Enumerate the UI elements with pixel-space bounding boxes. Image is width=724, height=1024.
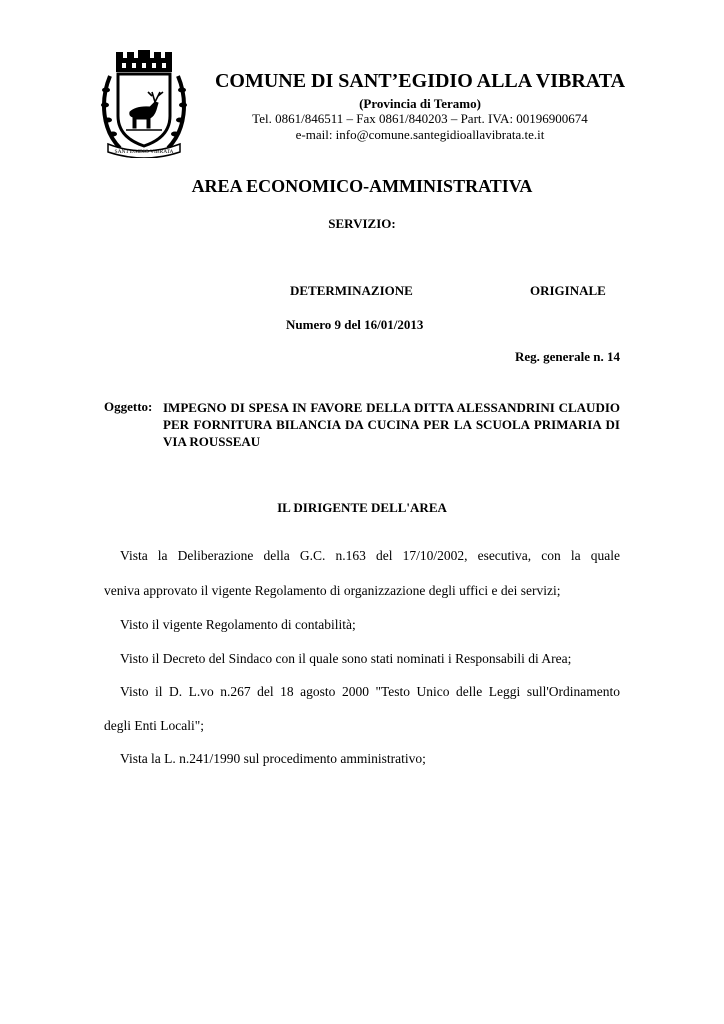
- service-label: SERVIZIO:: [328, 216, 396, 231]
- paragraph-5: Vista la L. n.241/1990 sul procedimento amministrativo;: [120, 751, 426, 766]
- determination-label: DETERMINAZIONE: [290, 283, 413, 298]
- email-line: e-mail: info@comune.santegidioallavibrata.te.it: [295, 127, 545, 142]
- province-line: (Provincia di Teramo): [359, 96, 481, 111]
- crest-ribbon-text: SANT'EGIDIO VIBRATA: [114, 149, 174, 155]
- general-register: Reg. generale n. 14: [514, 349, 620, 364]
- paragraph-1-line-1: Vista la Deliberazione della G.C. n.163 del 17/10/2002, esecutiva, con la quale: [120, 548, 620, 563]
- determination-number: Numero 9 del 16/01/2013: [286, 317, 424, 332]
- contacts-line: Tel. 0861/846511 – Fax 0861/840203 – Part. IVA: 00196900674: [252, 111, 588, 126]
- area-heading: AREA ECONOMICO-AMMINISTRATIVA: [191, 176, 533, 196]
- paragraph-4-line-1: Visto il D. L.vo n.267 del 18 agosto 2000 "Testo Unico delle Leggi sull'Ordinamento: [120, 684, 620, 699]
- municipality-title: COMUNE DI SANT’EGIDIO ALLA VIBRATA: [214, 70, 626, 92]
- paragraph-2: Visto il vigente Regolamento di contabilità;: [120, 617, 356, 632]
- municipal-coat-of-arms: [100, 50, 188, 158]
- subject-text: IMPEGNO DI SPESA IN FAVORE DELLA DITTA ALESSANDRINI CLAUDIO PER FORNITURA BILANCIA DA CUCINA PER LA SCUOLA PRIMARIA DI VIA ROUSSEAU: [163, 400, 620, 449]
- paragraph-3: Visto il Decreto del Sindaco con il quale sono stati nominati i Responsabili di Area;: [120, 651, 572, 666]
- document-type: ORIGINALE: [530, 283, 606, 298]
- director-heading: IL DIRIGENTE DELL'AREA: [277, 500, 447, 515]
- subject-label: Oggetto:: [104, 399, 153, 414]
- paragraph-4-line-2: degli Enti Locali";: [104, 718, 204, 733]
- paragraph-1-line-2: veniva approvato il vigente Regolamento di organizzazione degli uffici e dei servizi;: [104, 583, 561, 598]
